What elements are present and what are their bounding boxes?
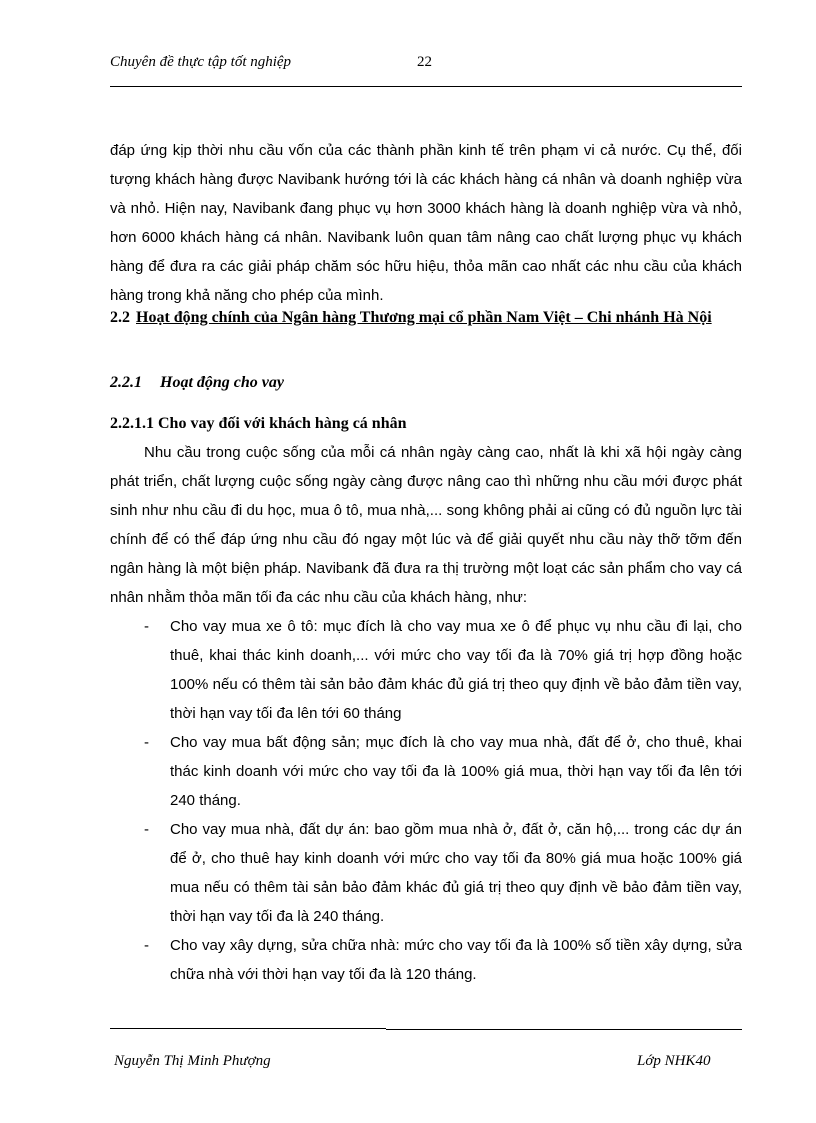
header-title: Chuyên đề thực tập tốt nghiệp [110,54,292,70]
list-item [110,612,742,728]
section-heading-2-2-1-1: 2.2.1.1 Cho vay đối với khách hàng cá nhân [110,415,407,432]
loan-paragraph: Nhu cầu trong cuộc sống của mỗi cá nhân ngày càng cao, nhất là khi xã hội ngày càng phát triển, chất lượng cuộc sống ngày càng được nâng cao thì những nhu cầu mới được phát sinh như nhu cầu đi du học, mua ô tô, mua nhà,... song không phải ai cũng có đủ nguồn lực tài chính để có thể đáp ứng nhu cầu đó ngay một lúc và để giải quyết nhu cầu này thỡ tỡm đến ngân hàng là một biện pháp. Navibank đã đưa ra thị trường một loạt các sản phẩm cho vay cá nhân nhằm thỏa mãn tối đa các nhu cầu của khách hàng, như: [110,444,742,606]
intro-section [110,136,742,310]
subsection-number: 2.2.1 [110,374,142,391]
bullet-dash: - [144,618,149,635]
list-item-text: Cho vay mua bất động sản; mục đích là cho vay mua nhà, đất để ở, cho thuê, khai thác kinh doanh với mức cho vay tối đa là 100% giá mua, thời hạn vay tối đa lên tới 240 tháng. [170,734,742,809]
bullet-dash: - [144,821,149,838]
section-title: Hoạt động chính của Ngân hàng Thương mại cổ phần Nam Việt – Chi nhánh Hà Nội [136,309,712,326]
footer-divider-left [110,1028,386,1029]
footer-divider-right [386,1029,742,1030]
section-number: 2.2 [110,309,130,326]
subsection-title: Hoạt động cho vay [160,374,284,391]
footer-author: Nguyễn Thị Minh Phượng [114,1053,271,1069]
bullet-dash: - [144,937,149,954]
footer-class: Lớp NHK40 [637,1053,711,1069]
header-divider [110,86,742,87]
section-heading-2-2-1 [110,374,284,392]
list-item-text: Cho vay mua nhà, đất dự án: bao gồm mua nhà ở, đất ở, căn hộ,... trong các dự án để ở, cho thuê hay kinh doanh với mức cho vay tối đa 80% giá mua hoặc 100% giá mua nếu có thêm tài sản bảo đảm khác đủ giá trị theo quy định về bảo đảm tiền vay, thời hạn vay tối đa là 240 tháng. [170,821,742,925]
list-item-text: Cho vay xây dựng, sửa chữa nhà: mức cho vay tối đa là 100% số tiền xây dựng, sửa chữa nhà với thời hạn vay tối đa là 120 tháng. [170,937,742,983]
loan-section [110,438,742,989]
loan-product-list [110,612,742,989]
list-item-text: Cho vay mua xe ô tô: mục đích là cho vay mua xe ô để phục vụ nhu cầu đi lại, cho thuê, khai thác kinh doanh,... với mức cho vay tối đa là 70% giá trị hợp đồng hoặc 100% nếu có thêm tài sản bảo đảm khác đủ giá trị theo quy định về bảo đảm tiền vay, thời hạn vay tối đa lên tới 60 tháng [170,618,742,722]
list-item [110,728,742,815]
bullet-dash: - [144,734,149,751]
page-number: 22 [417,54,432,70]
intro-paragraph: đáp ứng kịp thời nhu cầu vốn của các thành phần kinh tế trên phạm vi cả nước. Cụ thể, đối tượng khách hàng được Navibank hướng tới là các khách hàng cá nhân và doanh nghiệp vừa và nhỏ. Hiện nay, Navibank đang phục vụ hơn 3000 khách hàng là doanh nghiệp vừa và nhỏ, hơn 6000 khách hàng cá nhân. Navibank luôn quan tâm nâng cao chất lượng phục vụ khách hàng để đưa ra các giải pháp chăm sóc hữu hiệu, thỏa mãn cao nhất các nhu cầu của khách hàng trong khả năng cho phép của mình. [110,142,742,304]
list-item [110,931,742,989]
list-item [110,815,742,931]
section-heading-2-2 [110,305,750,330]
